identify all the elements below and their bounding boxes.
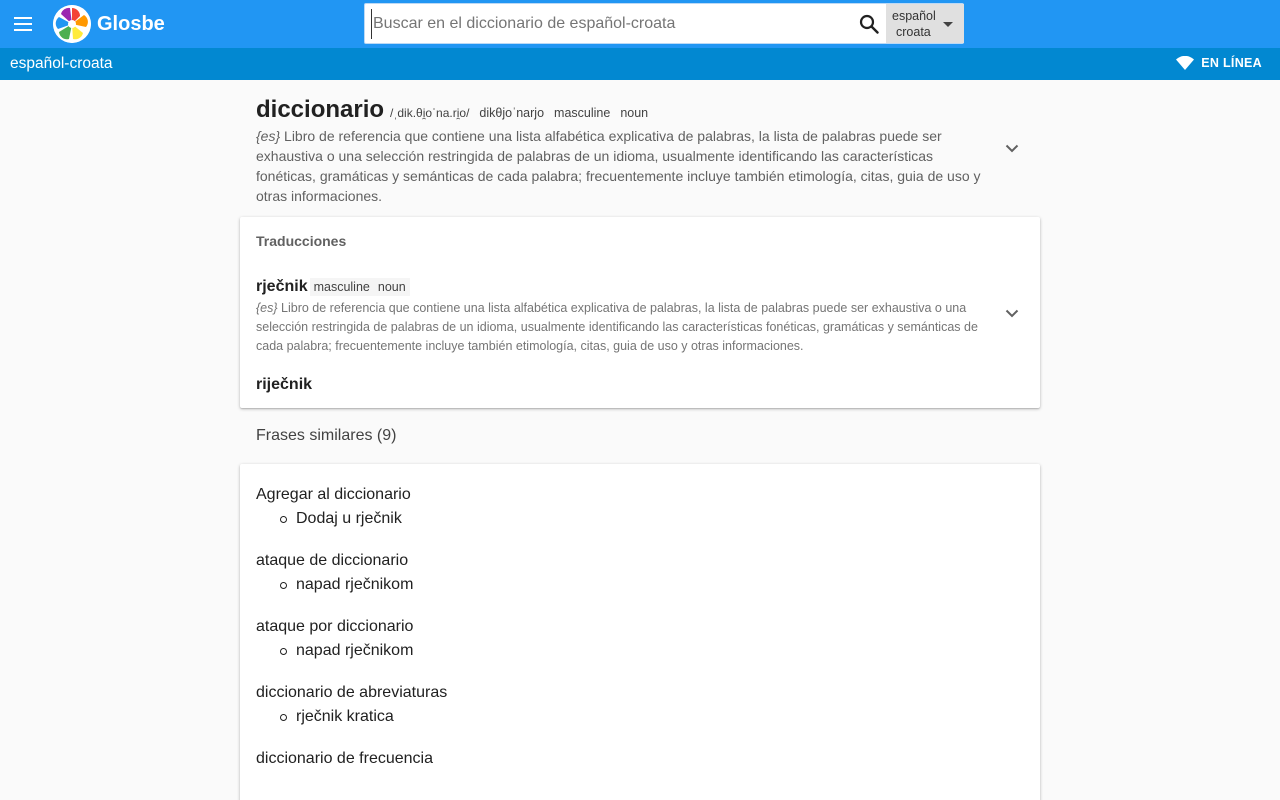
phrase-source[interactable]: ataque por diccionario [256, 618, 414, 635]
translation-word[interactable]: riječnik [256, 376, 313, 393]
phrase-source[interactable]: diccionario de abreviaturas [256, 684, 448, 701]
similar-phrases-title: Frases similares (9) [256, 427, 397, 444]
pos-tag: noun [374, 278, 410, 296]
list-item [256, 618, 1024, 660]
definition-text: Libro de referencia que contiene una lista alfabética explicativa de palabras, la lista de palabras puede ser exhaustiva o una selección restringida de palabras de un idioma, usualmente identificando las características fonéticas, gramáticas y semánticas de cada palabra; frecuentemente incluye también etimología, citas, guia de uso y otras informaciones. [256, 301, 978, 353]
chevron-down-icon [1005, 144, 1019, 153]
language-select-target: croata [896, 25, 931, 39]
online-status-label: EN LÍNEA [1201, 56, 1262, 70]
lang-code: {es} [256, 128, 281, 144]
list-item [256, 552, 1024, 594]
headword-block [256, 96, 986, 206]
translation-definition [256, 299, 996, 356]
search-button[interactable] [853, 9, 885, 39]
phrase-translation[interactable]: napad rječnikom [256, 576, 1024, 594]
language-select-source: español [892, 9, 936, 23]
search-box [364, 3, 964, 44]
phrase-translation[interactable]: rječnik kratica [256, 708, 1024, 726]
list-item [256, 750, 1024, 768]
translation-item [256, 278, 410, 296]
lang-code: {es} [256, 301, 278, 315]
similar-phrases-card [240, 464, 1040, 800]
expand-translation-button[interactable] [1000, 301, 1024, 325]
search-input[interactable] [371, 9, 849, 39]
gender-tag: masculine [310, 278, 374, 296]
language-pair-bar [0, 48, 1280, 80]
pronunciation: dikθjoˈnarjo [479, 106, 545, 120]
glosbe-logo-icon[interactable] [53, 5, 91, 43]
menu-button[interactable] [6, 6, 42, 42]
pos-tag: noun [620, 106, 649, 120]
translations-card [240, 217, 1040, 408]
phrase-translation[interactable]: napad rječnikom [256, 642, 1024, 660]
definition-text: Libro de referencia que contiene una lista alfabética explicativa de palabras, la lista de palabras puede ser exhaustiva o una selección restringida de palabras de un idioma, usualmente identificando las características fonéticas, gramáticas y semánticas de cada palabra; frecuentemente incluye también etimología, citas, guia de uso y otras informaciones. [256, 128, 981, 204]
list-item [256, 684, 1024, 726]
online-status[interactable] [1176, 56, 1262, 70]
top-app-bar [0, 0, 1280, 48]
list-item [256, 486, 1024, 528]
wifi-icon [1176, 56, 1194, 70]
menu-icon [14, 16, 34, 32]
search-icon [859, 14, 879, 34]
headword: diccionario [256, 96, 385, 123]
brand-name[interactable]: Glosbe [97, 13, 165, 35]
translation-word[interactable]: rječnik [256, 278, 308, 295]
phrase-source[interactable]: Agregar al diccionario [256, 486, 411, 503]
headword-definition [256, 126, 986, 206]
expand-definition-button[interactable] [1000, 136, 1024, 160]
ipa-transcription: /ˌdik.θi̯oˈna.ri̯o/ [390, 106, 470, 120]
chevron-down-icon [1005, 309, 1019, 318]
phrase-translation[interactable]: Dodaj u rječnik [256, 510, 1024, 528]
phrase-source[interactable]: diccionario de frecuencia [256, 750, 433, 767]
language-select[interactable] [886, 4, 964, 43]
translations-title: Traducciones [256, 233, 347, 249]
language-pair-link[interactable]: español-croata [10, 55, 113, 72]
dropdown-caret-icon [943, 22, 953, 27]
gender-tag: masculine [554, 106, 611, 120]
phrase-source[interactable]: ataque de diccionario [256, 552, 409, 569]
